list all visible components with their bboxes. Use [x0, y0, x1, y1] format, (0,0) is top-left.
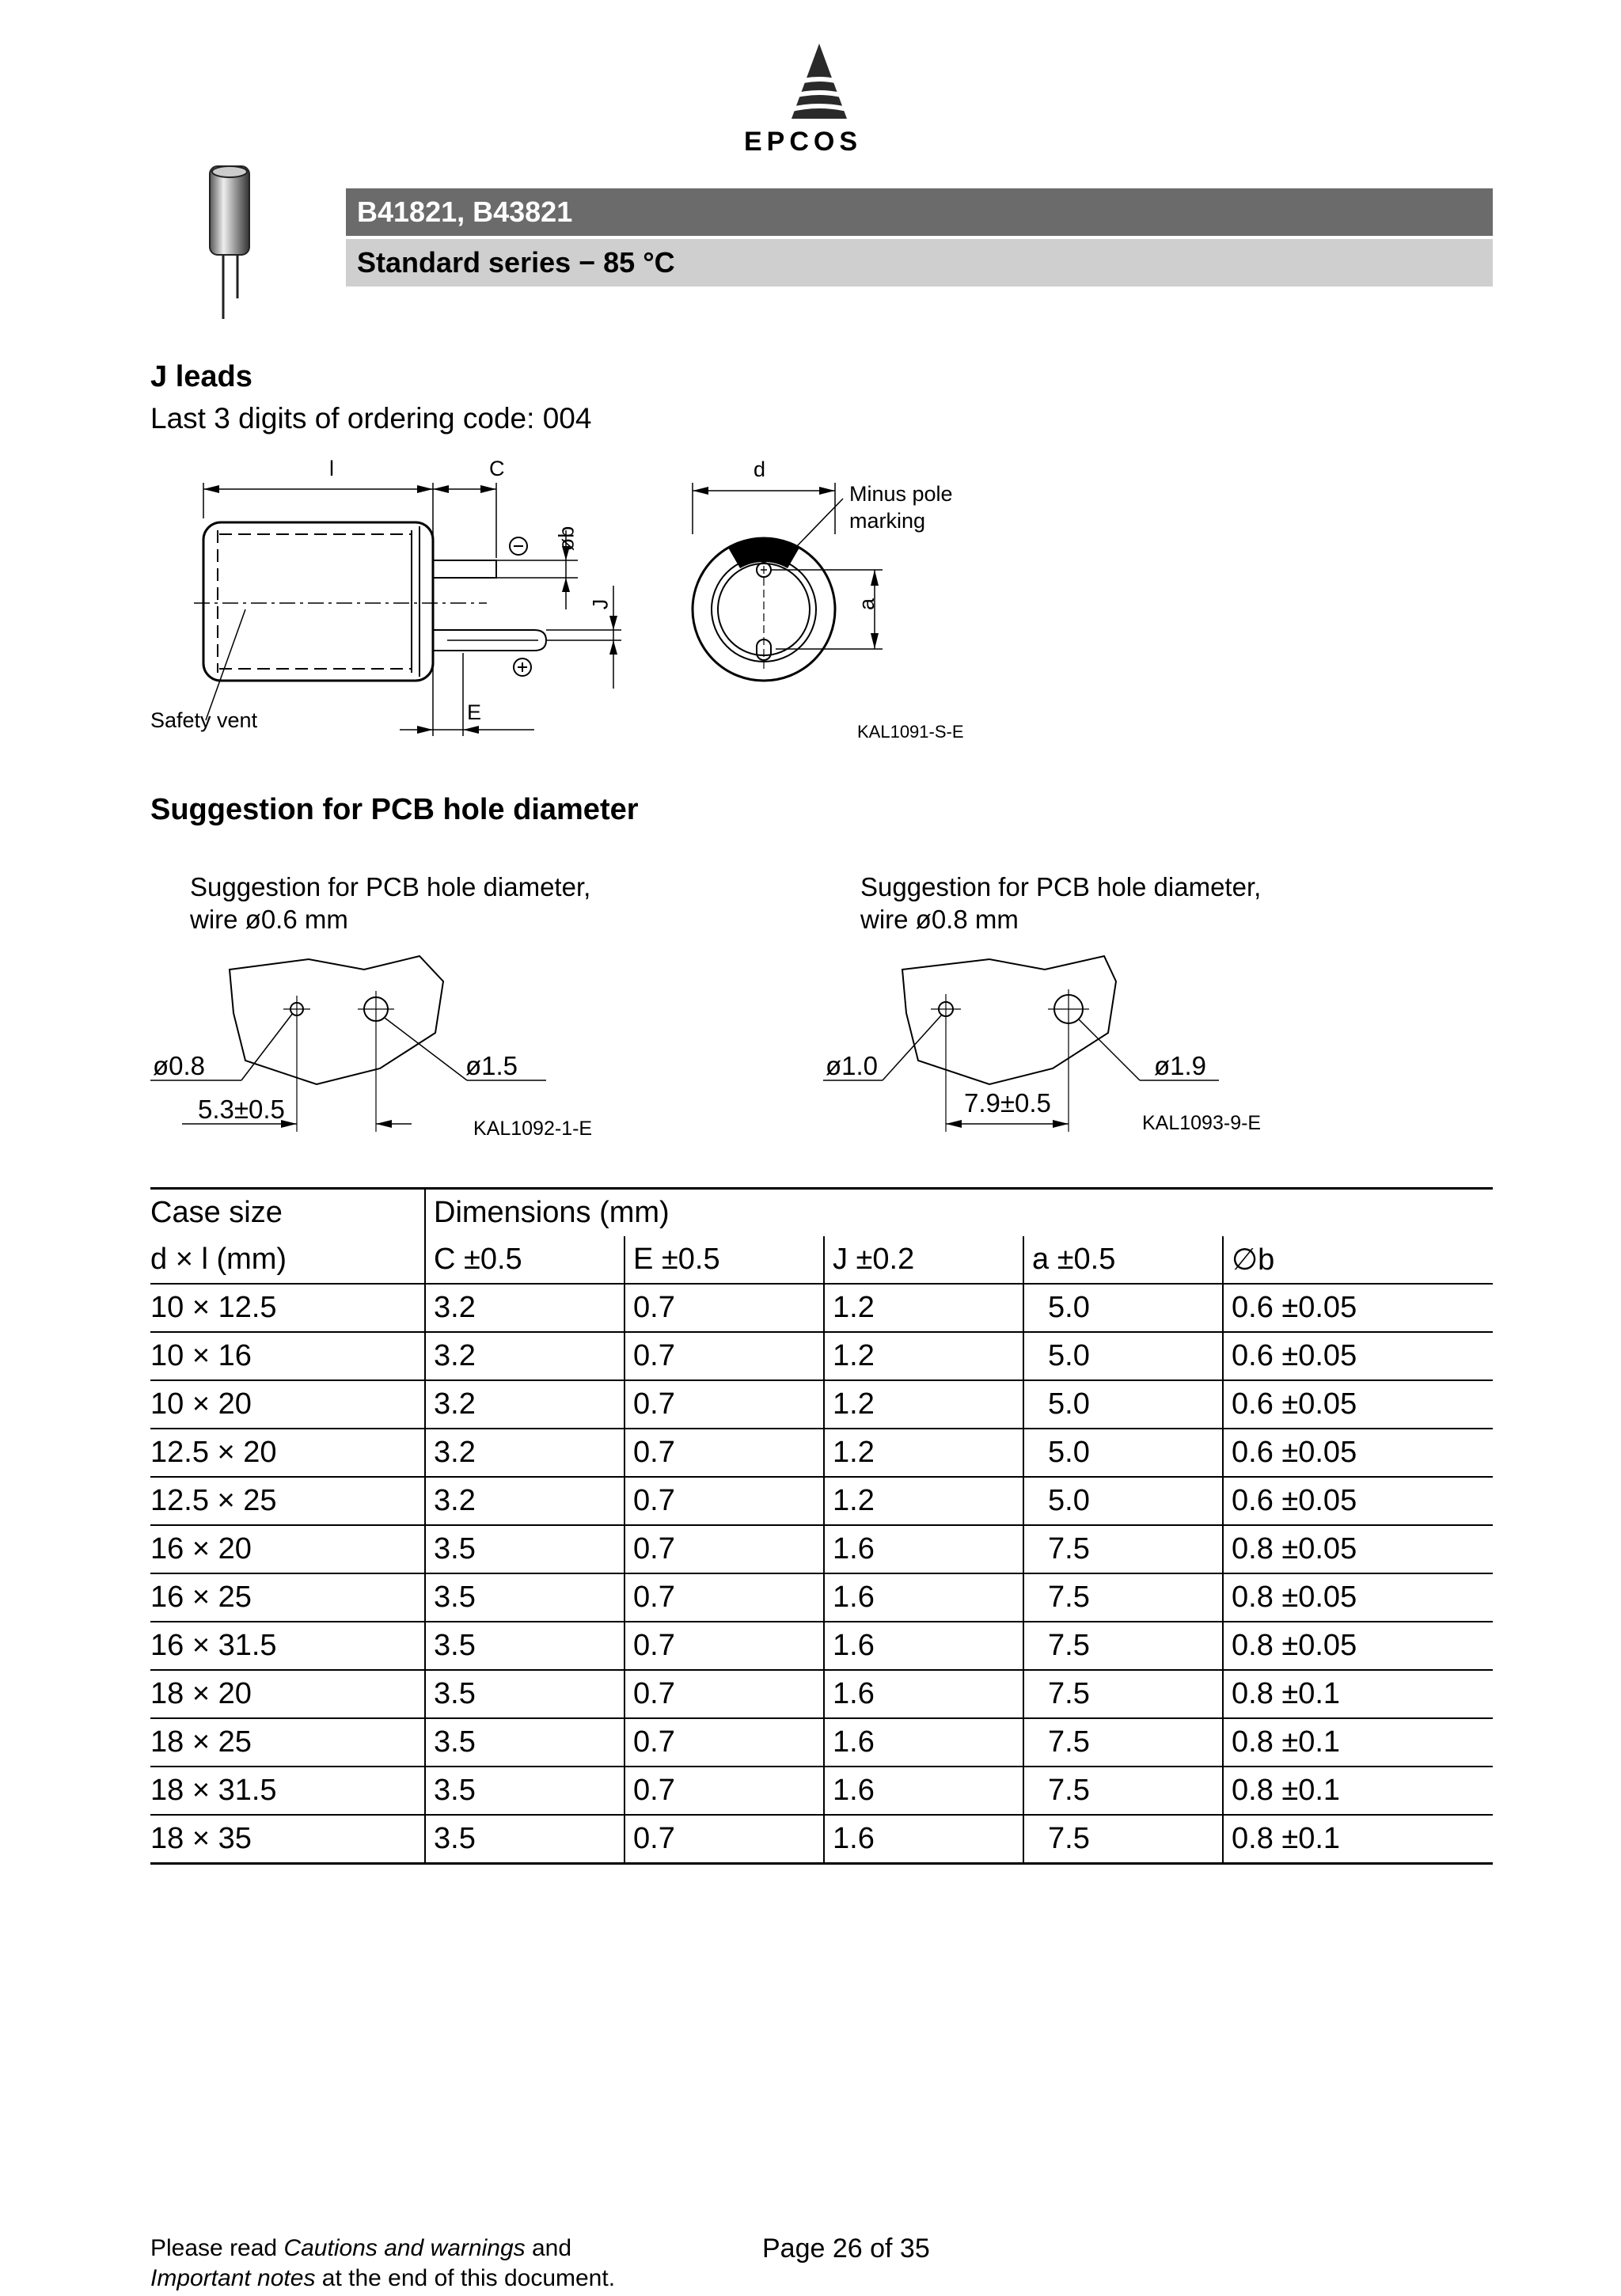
- col-header: E ±0.5: [624, 1236, 824, 1284]
- table-cell: 5.0: [1023, 1429, 1223, 1477]
- drawing-code-2: KAL1092-1-E: [473, 1118, 593, 1140]
- table-cell: 7.5: [1023, 1670, 1223, 1718]
- dim-label-l: l: [329, 457, 334, 480]
- pcb-left-spacing: 5.3±0.5: [198, 1095, 285, 1124]
- table-cell: 1.6: [824, 1815, 1023, 1864]
- table-cell: 0.7: [624, 1573, 824, 1622]
- table-cell: 16 × 25: [150, 1573, 425, 1622]
- table-row: [150, 1284, 1493, 1332]
- table-cell: 3.5: [425, 1622, 624, 1670]
- table-cell: 7.5: [1023, 1573, 1223, 1622]
- dim-label-a: a: [855, 598, 879, 611]
- dim-label-phib: øb: [554, 526, 579, 552]
- dim-label-c: C: [489, 457, 505, 480]
- ordering-code-note: Last 3 digits of ordering code: 004: [150, 402, 592, 435]
- table-column-header-row: [150, 1236, 1493, 1284]
- table-cell: 7.5: [1023, 1815, 1223, 1864]
- drawing-code-3: KAL1093-9-E: [1142, 1112, 1262, 1134]
- table-cell: 0.7: [624, 1380, 824, 1429]
- pcb-right-large-hole: ø1.9: [1154, 1051, 1207, 1080]
- table-cell: 5.0: [1023, 1284, 1223, 1332]
- col-header: d × l (mm): [150, 1236, 425, 1284]
- pcb-left-caption: Suggestion for PCB hole diameter, wire ø0.6 mm: [190, 872, 591, 934]
- safety-vent-label: Safety vent: [150, 708, 258, 732]
- dim-label-e: E: [467, 700, 482, 724]
- table-row: [150, 1573, 1493, 1622]
- table-cell: 7.5: [1023, 1622, 1223, 1670]
- table-cell: 0.6 ±0.05: [1223, 1284, 1493, 1332]
- table-cell: 18 × 31.5: [150, 1767, 425, 1815]
- pcb-left-large-hole: ø1.5: [465, 1051, 518, 1080]
- table-cell: 16 × 20: [150, 1525, 425, 1573]
- table-cell: 0.8 ±0.1: [1223, 1815, 1493, 1864]
- pcb-left-small-hole: ø0.8: [153, 1051, 206, 1080]
- table-cell: 3.5: [425, 1767, 624, 1815]
- table-cell: 5.0: [1023, 1332, 1223, 1380]
- table-row: [150, 1477, 1493, 1525]
- footer-note: Please read Cautions and warnings and Important notes at the end of this document.: [150, 2235, 616, 2291]
- drawing-code-1: KAL1091-S-E: [857, 722, 964, 742]
- table-cell: 0.8 ±0.1: [1223, 1767, 1493, 1815]
- table-cell: 16 × 31.5: [150, 1622, 425, 1670]
- pcb-right-small-hole: ø1.0: [826, 1051, 879, 1080]
- table-cell: 0.8 ±0.05: [1223, 1622, 1493, 1670]
- table-cell: 0.7: [624, 1670, 824, 1718]
- table-cell: 0.7: [624, 1284, 824, 1332]
- table-cell: 12.5 × 25: [150, 1477, 425, 1525]
- col-header: C ±0.5: [425, 1236, 624, 1284]
- table-cell: 7.5: [1023, 1767, 1223, 1815]
- col-header: a ±0.5: [1023, 1236, 1223, 1284]
- table-cell: 1.2: [824, 1380, 1023, 1429]
- table-cell: 1.6: [824, 1670, 1023, 1718]
- table-cell: 7.5: [1023, 1718, 1223, 1767]
- table-row: [150, 1332, 1493, 1380]
- table-cell: 1.2: [824, 1477, 1023, 1525]
- table-cell: 1.6: [824, 1622, 1023, 1670]
- table-cell: 1.6: [824, 1767, 1023, 1815]
- pcb-right-spacing: 7.9±0.5: [964, 1088, 1051, 1118]
- table-cell: 12.5 × 20: [150, 1429, 425, 1477]
- table-cell: 10 × 20: [150, 1380, 425, 1429]
- table-cell: 0.8 ±0.05: [1223, 1573, 1493, 1622]
- table-row: [150, 1670, 1493, 1718]
- table-row: [150, 1815, 1493, 1864]
- table-cell: 1.2: [824, 1429, 1023, 1477]
- capacitor-side-drawing: [146, 451, 637, 744]
- table-header-row: [150, 1189, 1493, 1237]
- table-cell: 3.2: [425, 1429, 624, 1477]
- section-title-pcb: Suggestion for PCB hole diameter: [150, 793, 639, 826]
- table-cell: 0.7: [624, 1718, 824, 1767]
- brand-name: EPCOS: [744, 127, 863, 157]
- table-cell: 7.5: [1023, 1525, 1223, 1573]
- table-cell: 0.8 ±0.1: [1223, 1718, 1493, 1767]
- table-cell: 0.7: [624, 1815, 824, 1864]
- table-cell: 10 × 12.5: [150, 1284, 425, 1332]
- part-number-bar: B41821, B43821: [346, 188, 1493, 236]
- table-cell: 18 × 20: [150, 1670, 425, 1718]
- table-cell: 18 × 35: [150, 1815, 425, 1864]
- table-cell: 3.2: [425, 1477, 624, 1525]
- epcos-logo: [760, 40, 879, 127]
- header-dimensions: Dimensions (mm): [425, 1189, 1493, 1237]
- table-cell: 1.2: [824, 1332, 1023, 1380]
- table-cell: 3.2: [425, 1284, 624, 1332]
- table-cell: 0.6 ±0.05: [1223, 1429, 1493, 1477]
- table-cell: 0.8 ±0.1: [1223, 1670, 1493, 1718]
- table-cell: 0.8 ±0.05: [1223, 1525, 1493, 1573]
- dim-label-j: J: [588, 598, 613, 610]
- table-cell: 3.5: [425, 1718, 624, 1767]
- section-title-jleads: J leads: [150, 360, 252, 393]
- col-header: ∅b: [1223, 1236, 1493, 1284]
- pcb-right-caption: Suggestion for PCB hole diameter, wire ø0.8 mm: [860, 872, 1262, 934]
- table-cell: 3.2: [425, 1332, 624, 1380]
- table-cell: 3.5: [425, 1670, 624, 1718]
- table-cell: 0.7: [624, 1525, 824, 1573]
- table-cell: 3.5: [425, 1525, 624, 1573]
- table-cell: 1.6: [824, 1718, 1023, 1767]
- table-row: [150, 1718, 1493, 1767]
- table-cell: 0.7: [624, 1429, 824, 1477]
- table-row: [150, 1429, 1493, 1477]
- page-number: Page 26 of 35: [762, 2233, 930, 2264]
- table-cell: 5.0: [1023, 1380, 1223, 1429]
- table-cell: 0.6 ±0.05: [1223, 1477, 1493, 1525]
- header-case-size: Case size: [150, 1189, 425, 1237]
- col-header: J ±0.2: [824, 1236, 1023, 1284]
- table-cell: 0.7: [624, 1622, 824, 1670]
- table-cell: 0.6 ±0.05: [1223, 1380, 1493, 1429]
- table-cell: 1.6: [824, 1573, 1023, 1622]
- table-cell: 0.7: [624, 1477, 824, 1525]
- table-cell: 0.6 ±0.05: [1223, 1332, 1493, 1380]
- table-cell: 5.0: [1023, 1477, 1223, 1525]
- series-bar: Standard series − 85 °C: [346, 239, 1493, 287]
- table-cell: 1.6: [824, 1525, 1023, 1573]
- capacitor-icon: [202, 162, 257, 321]
- table-row: [150, 1525, 1493, 1573]
- table-row: [150, 1622, 1493, 1670]
- table-cell: 0.7: [624, 1332, 824, 1380]
- table-cell: 1.2: [824, 1284, 1023, 1332]
- dimensions-table: [150, 1187, 1493, 1865]
- table-cell: 0.7: [624, 1767, 824, 1815]
- dim-label-d: d: [754, 457, 766, 481]
- minus-pole-label: Minus pole marking: [849, 482, 953, 533]
- table-row: [150, 1767, 1493, 1815]
- table-row: [150, 1380, 1493, 1429]
- table-cell: 10 × 16: [150, 1332, 425, 1380]
- table-cell: 3.5: [425, 1815, 624, 1864]
- table-cell: 3.2: [425, 1380, 624, 1429]
- table-cell: 3.5: [425, 1573, 624, 1622]
- table-cell: 18 × 25: [150, 1718, 425, 1767]
